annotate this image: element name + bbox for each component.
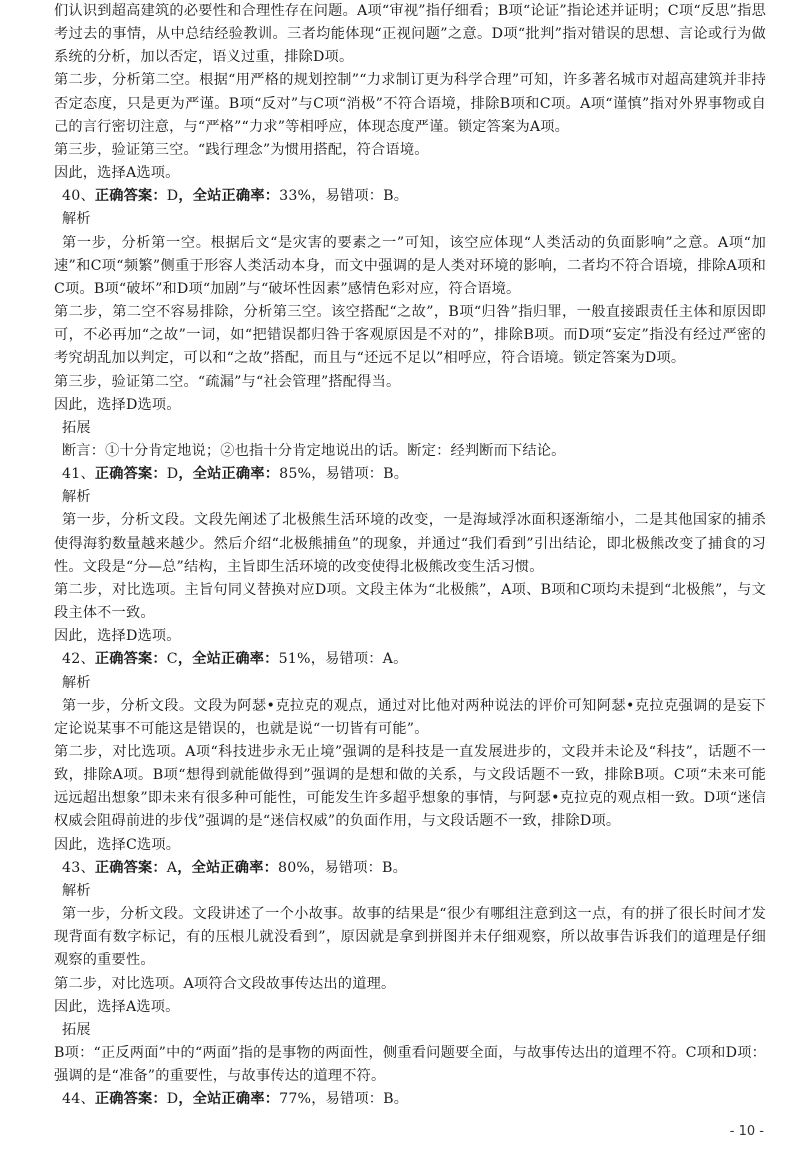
question-number: 42 [62, 651, 81, 668]
section-heading: 解析 [62, 674, 91, 691]
answer-value: D [166, 466, 179, 483]
answer-label: 正确答案： [94, 188, 167, 205]
separator: 、 [80, 188, 95, 205]
paragraph: 第一步，分析文段。文段讲述了一个小故事。故事的结果是“很少有哪组注意到这一点，有的拼了很长时间才发现背面有数字标记，有的压根儿就没看到”，原因就是拿到拼图并未仔细观察，所以故事告诉我们的道理是仔细观察的重要性。 [54, 906, 766, 969]
answer-value: A [166, 859, 178, 876]
answer-line [54, 185, 766, 208]
question-number: 43 [62, 859, 81, 876]
question-number: 41 [62, 466, 81, 483]
accuracy-label: ，全站正确率： [177, 651, 279, 668]
paragraph: 第三步，验证第二空。“疏漏”与“社会管理”搭配得当。 [54, 373, 401, 390]
answer-line [54, 463, 766, 486]
question-number: 40 [62, 188, 81, 205]
separator: 、 [80, 651, 95, 668]
answer-label: 正确答案： [94, 466, 167, 483]
paragraph: 第二步，对比选项。A项符合文段故事传达出的道理。 [54, 975, 396, 992]
paragraph: 第二步，对比选项。主旨句同义替换对应D项。文段主体为“北极熊”，A项、B项和C项均未提到“北极熊”，与文段主体不一致。 [54, 581, 766, 622]
paragraph: 因此，选择C选项。 [54, 836, 181, 853]
answer-line [54, 857, 766, 880]
separator: 、 [80, 859, 95, 876]
accuracy-label: ，全站正确率： [178, 466, 280, 483]
paragraph: 第二步，第二空不容易排除，分析第三空。该空搭配“之故”，B项“归咎”指归罪，一般直接跟责任主体和原因即可，不必再加“之故”一词，如“把错误都归咎于客观原因是不对的”，排除B项。而D项“妄定”指没有经过严密的考究胡乱加以判定，可以和“之故”搭配，而且与“还远不足以”相呼应，符合语境。锁定答案为D项。 [54, 304, 766, 367]
accuracy-value: 80% [277, 859, 311, 876]
page-number: - 10 - [729, 1124, 764, 1139]
paragraph: 第三步，验证第三空。“践行理念”为惯用搭配，符合语境。 [54, 141, 429, 158]
error-option: ，易错项：B。 [311, 466, 409, 483]
document-body [54, 0, 766, 1112]
answer-line [54, 1088, 766, 1111]
paragraph: 因此，选择D选项。 [54, 628, 181, 645]
answer-label: 正确答案： [94, 651, 167, 668]
paragraph: 第一步，分析文段。文段为阿瑟•克拉克的观点，通过对比他对两种说法的评价可知阿瑟•克拉克强调的是妄下定论说某事不可能这是错误的，也就是说“一切皆有可能”。 [54, 697, 766, 737]
section-heading: 解析 [62, 489, 91, 506]
paragraph: 因此，选择A选项。 [54, 998, 180, 1015]
answer-label: 正确答案： [94, 1091, 167, 1108]
accuracy-value: 77% [279, 1091, 312, 1108]
question-number: 44 [62, 1091, 81, 1108]
paragraph: 因此，选择D选项。 [54, 396, 181, 413]
accuracy-value: 85% [279, 466, 312, 483]
accuracy-label: ，全站正确率： [177, 859, 278, 876]
answer-value: D [166, 1091, 179, 1108]
separator: 、 [80, 466, 95, 483]
accuracy-label: ，全站正确率： [178, 188, 280, 205]
error-option: ，易错项：B。 [311, 1091, 409, 1108]
paragraph: 断言：①十分肯定地说；②也指十分肯定地说出的话。断定：经判断而下结论。 [62, 442, 566, 459]
accuracy-label: ，全站正确率： [178, 1091, 280, 1108]
paragraph: 因此，选择A选项。 [54, 165, 180, 182]
answer-label: 正确答案： [94, 859, 167, 876]
paragraph: 第二步，对比选项。A项“科技进步永无止境”强调的是科技是一直发展进步的，文段并未论及“科技”，话题不一致，排除A项。B项“想得到就能做得到”强调的是想和做的关系，与文段话题不一致，排除B项。C项“未来可能远远超出想象”即未来有很多种可能性，可能发生许多超乎想象的事情，与阿瑟•克拉克的观点相一致。D项“迷信权威会阻碍前进的步伐”强调的是“迷信权威”的负面作用，与文段话题不一致，排除D项。 [54, 744, 766, 830]
section-heading: 解析 [62, 211, 91, 228]
error-option: ，易错项：B。 [310, 859, 408, 876]
answer-line [54, 648, 766, 671]
accuracy-value: 51% [278, 651, 311, 668]
paragraph: 第二步，分析第二空。根据“用严格的规划控制”“力求制订更为科学合理”可知，许多著名城市对超高建筑并非持否定态度，只是更为严谨。B项“反对”与C项“消极”不符合语境，排除B项和C项。A项“谨慎”指对外界事物或自己的言行密切注意，与“严格”“力求”等相呼应，体现态度严谨。锁定答案为A项。 [54, 72, 766, 135]
section-heading: 解析 [62, 882, 91, 899]
error-option: ，易错项：A。 [310, 651, 408, 668]
error-option: ，易错项：B。 [311, 188, 409, 205]
accuracy-value: 33% [279, 188, 312, 205]
paragraph: 们认识到超高建筑的必要性和合理性存在问题。A项“审视”指仔细看；B项“论证”指论述并证明；C项“反思”指思考过去的事情，从中总结经验教训。三者均能体现“正视问题”之意。D项“批判”指对错误的思想、言论或行为做系统的分析，加以否定，语义过重，排除D项。 [54, 3, 766, 66]
answer-value: C [166, 651, 178, 668]
paragraph: 第一步，分析第一空。根据后文“是灾害的要素之一”可知，该空应体现“人类活动的负面影响”之意。A项“加速”和C项“频繁”侧重于形容人类活动本身，而文中强调的是人类对环境的影响，二者均不符合语境，排除A项和C项。B项“破坏”和D项“加剧”与“破坏性因素”感情色彩对应，符合语境。 [54, 234, 766, 297]
section-heading: 拓展 [62, 419, 91, 436]
section-heading: 拓展 [62, 1021, 91, 1038]
paragraph: B项：“正反两面”中的“两面”指的是事物的两面性，侧重看问题要全面，与故事传达出的道理不符。C项和D项：强调的是“准备”的重要性，与故事传达的道理不符。 [54, 1045, 766, 1085]
separator: 、 [80, 1091, 95, 1108]
paragraph: 第一步，分析文段。文段先阐述了北极熊生活环境的改变，一是海域浮冰面积逐渐缩小，二是其他国家的捕杀使得海豹数量越来越少。然后介绍“北极熊捕鱼”的现象，并通过“我们看到”引出结论，即北极熊改变了捕食的习性。文段是“分—总”结构，主旨即生活环境的改变使得北极熊改变生活习惯。 [54, 512, 766, 575]
answer-value: D [166, 188, 179, 205]
